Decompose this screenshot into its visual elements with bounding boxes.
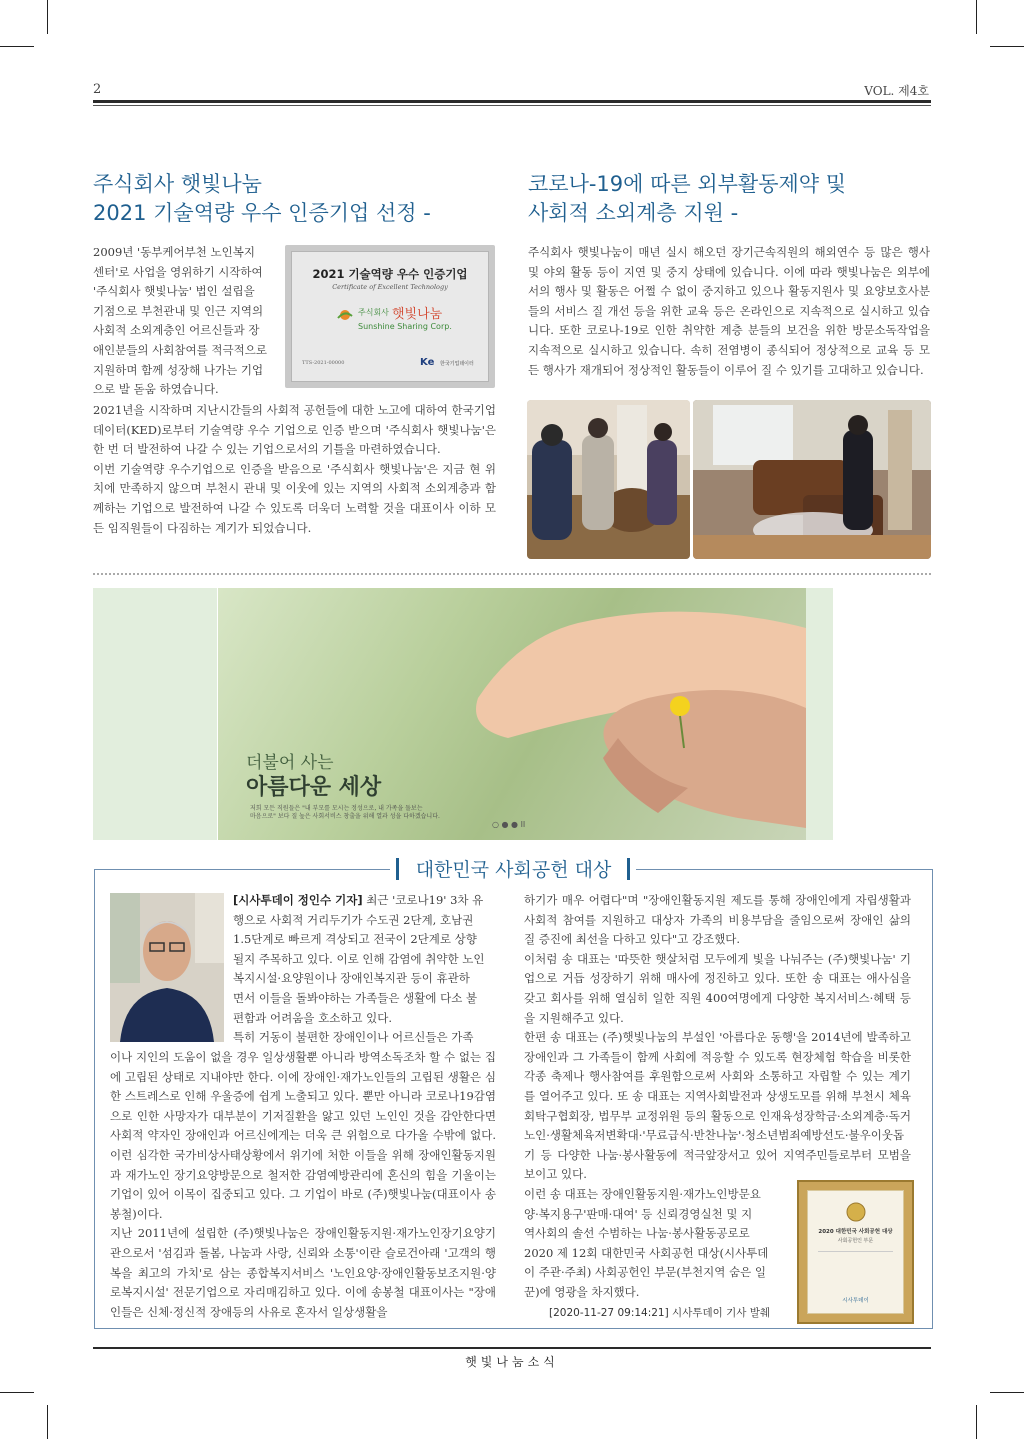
award-line: 특히 거동이 불편한 장애인이나 어르신들은 가족 — [233, 1030, 474, 1045]
certificate-brand-name: 햇빛나눔 — [392, 307, 443, 322]
crop-mark — [976, 1405, 977, 1439]
article1-intro — [93, 243, 277, 400]
article1-headline — [93, 170, 503, 228]
footer-rule — [93, 1347, 931, 1349]
award-line: 행으로 사회적 거리두기가 수도권 2단계, 호남권 — [233, 912, 474, 927]
award-left-rest: 이나 지인의 도움이 없을 경우 일상생활뿐 아니라 방역소독조차 할 수 없는 집에 고립된 상태로 지내야만 한다. 이에 장애인·재가노인들의 고립된 생활은 심한 스트레스로 인해 우울증에 쉽게 노출되고 있다. 뿐만 아니라 코로나19감염으로 인한 사망자가 대부분이 기저질환을 앓고 있던 노인인 것을 감안한다면 사회적 약자인 장애인과 어르신에게는 더욱 큰 위험으로 다가올 수밖에 없다. 이런 심각한 국가비상사태상황에서 위기에 처한 이들을 위해 장애인활동지원과 재가노인 장기요양방문으로 철저한 감염예방관리에 혼신의 힘을 기울이는 기업이 있어 이목이 집중되고 있다. 그 기업이 바로 (주)햇빛나눔(대표이사 송봉철)이다. — [110, 1050, 496, 1221]
section-divider — [93, 573, 931, 575]
banner-title: 아름다운 세상 — [246, 775, 382, 800]
article1-body — [93, 401, 496, 538]
award-right-para3: 한편 송 대표는 (주)햇빛나눔의 부설인 '아름다운 동행'을 2014년에 발족하고 장애인과 그 가족들이 함께 사회에 적응할 수 있도록 현장체험 학습을 비롯한 각종 축제나 행사참여를 후원함으로써 사회와 소통하고 자립할 수 있는 계기를 열어주고 있다. 또 송 대표는 지역사회발전과 상생도모를 위해 부천시 체육회탁구협회장, 법무부 교정위원 등의 활동으로 인재육성장학금·소외계층·독거노인·생활체육저변확대·'무료급식·반찬나눔'·청소년범죄예방선도·불우이웃돕기 등 다양한 나눔·봉사활동에 적극앞장서고 있어 지역주민들로부터 모범을 보이고 있다. — [524, 1030, 911, 1182]
article2-title-line2: 사회적 소외계층 지원 - — [528, 201, 739, 225]
award-title-bar — [627, 858, 630, 880]
certificate-brand-prefix: 주식회사 — [358, 308, 389, 317]
medal-icon — [808, 1201, 903, 1227]
article1-line: 2009년 '동부케어부천 노인복지 — [93, 245, 255, 259]
disinfection-photo-1 — [527, 400, 690, 559]
award-left-body — [110, 1048, 496, 1322]
page-number: 2 — [93, 82, 102, 97]
article1-line: 센터'로 사업을 영위하기 시작하여 — [93, 264, 263, 279]
certificate-brand-en: Sunshine Sharing Corp. — [358, 322, 452, 331]
article1-line: 기점으로 부천관내 및 인근 지역의 — [93, 303, 264, 318]
article1-line: 사회적 소외계층인 어르신들과 장 — [93, 323, 260, 338]
award-left-para2: 지난 2011년에 설립한 (주)햇빛나눔은 장애인활동지원·재가노인장기요양기관으로서 '섬김과 돌봄, 나눔과 사랑, 신뢰와 소통'이란 슬로건아래 '고객의 행복을 최고의 가치'로 삼는 종합복지서비스 '노인요양·장애인활동보조지원·양로복지시설' 전문기업으로 자리매김하고 있다. 이에 송봉철 대표이사는 "장애인들은 신체·정신적 장애등의 사유로 혼자서 일상생활을 — [110, 1226, 496, 1319]
header-rule — [93, 100, 931, 103]
crop-mark — [47, 1405, 48, 1439]
banner-caption-line: 마음으로" 보다 질 높은 사회서비스 창출을 위해 열과 성을 다하겠습니다. — [250, 813, 440, 820]
award-line: 역사회의 솔선 수범하는 나눔·봉사활동공로로 — [524, 1226, 750, 1241]
article1-line: 애인분들의 사회참여를 적극적으로 — [93, 342, 267, 357]
banner-left-panel — [93, 588, 217, 840]
article2-body: 주식회사 햇빛나눔이 매년 실시 해오던 장기근속직원의 해외연수 등 많은 행사 및 야외 활동 등이 지연 및 중지 상태에 있습니다. 이에 따라 햇빛나눔은 외부에서의 행사 및 활동은 어쩔 수 없이 중지하고 있으나 활동지원사 및 요양보호사분들의 서비스 질 개선 등을 위한 교육 등은 온라인으로 지속적으로 실시하고 있습니다. 또한 코로나-19로 인한 취약한 계층 분들의 보건을 위한 방문소독작업을 지속적으로 실시하고 있습니다. 속히 전염병이 종식되어 정상적으로 교육 등 모든 행사가 재개되어 정상적인 활동들이 이루어 질 수 있기를 고대하고 있습니다. — [528, 245, 930, 377]
award-right-para2: 이처럼 송 대표는 '따뜻한 햇살처럼 모두에게 빛을 나눠주는 (주)햇빛나눔' 기업으로 거듭 성장하기 위해 매사에 정진하고 있다. 또한 송 대표는 애사심을 갖고 회사를 위해 열심히 일한 직원 400여명에게 다양한 복지서비스·혜택 등을 지원해주고 있다. — [524, 951, 911, 1025]
header-rule-thin — [93, 105, 931, 106]
sun-logo-icon — [336, 306, 354, 324]
banner-image — [218, 588, 806, 840]
article1-para3: 이번 기술역량 우수기업으로 인증을 받음으로 '주식회사 햇빛나눔'은 지금 현 위치에 만족하지 않으며 부천시 관내 및 이웃에 있는 지역의 사회적 소외계층과 함께하는 기업으로 발전하여 나갈 수 있도록 더욱더 노력할 것을 대표이사 이하 모든 임직원들이 다짐하는 계기가 되었습니다. — [93, 461, 496, 535]
banner-subtitle: 더불어 사는 — [246, 753, 334, 773]
award-right-para1: 하기가 매우 어렵다"며 "장애인활동지원 제도를 통해 장애인에게 자립생활과 사회적 참여를 지원하고 대상자 가족의 비용부담을 줄임으로써 장애인 삶의 질 증진에 최선을 다하고 있다"고 강조했다. — [524, 893, 911, 947]
issuer-logo: Ke — [420, 357, 435, 368]
award-section-title: 대한민국 사회공헌 대상 — [415, 859, 612, 881]
award-line: 복지시설·요양원이나 장애인복지관 등이 휴관하 — [233, 971, 470, 986]
article1-line: 으로 발 돋움 하였습니다. — [93, 382, 219, 397]
award-line: 이런 송 대표는 장애인활동지원·재가노인방문요 — [524, 1187, 761, 1201]
banner-pager[interactable]: ○ ● ● II — [492, 820, 526, 829]
award-line: 면서 이들을 돌봐야하는 가족들은 생활에 다소 불 — [233, 990, 478, 1005]
award-plaque — [797, 1180, 914, 1324]
crop-mark — [990, 1392, 1024, 1393]
award-line: 편함과 어려움을 호소하고 있다. — [233, 1010, 393, 1025]
award-left-wrap — [233, 891, 495, 1048]
ceo-portrait — [110, 893, 224, 1042]
article-source: [2020-11-27 09:14:21] 시사투데이 기사 발췌 — [549, 1307, 771, 1319]
banner-right-panel — [806, 588, 833, 840]
plaque-title: 2020 대한민국 사회공헌 대상 — [818, 1229, 893, 1235]
volume-label: VOL. 제4호 — [864, 84, 929, 98]
article1-title-line2: 2021 기술역량 우수 인증기업 선정 - — [93, 201, 431, 225]
banner-caption-line: 저희 모든 직원들은 "내 부모를 모시는 정성으로, 내 가족을 돌보는 — [250, 805, 423, 812]
crop-mark — [976, 0, 977, 34]
award-line: 양·복지용구'판매·대여' 등 신뢰경영실천 및 지 — [524, 1206, 753, 1221]
disinfection-photo-2 — [693, 400, 931, 559]
article2-headline — [528, 170, 932, 228]
crop-mark — [47, 0, 48, 34]
award-line: 2020 제 12회 대한민국 사회공헌 대상(시사투데 — [524, 1245, 769, 1260]
article1-line: 지원하며 함께 성장해 나가는 기업 — [93, 362, 264, 377]
certificate-plaque — [285, 245, 495, 388]
award-line: 될지 주목하고 있다. 이로 인해 감염에 취약한 노인 — [233, 951, 485, 966]
award-line: 1.5단계로 빠르게 격상되고 전국이 2단계로 상향 — [233, 932, 477, 947]
crop-mark — [0, 1392, 34, 1393]
article1-title-line1: 주식회사 햇빛나눔 — [93, 172, 262, 196]
article1-para2: 2021년을 시작하며 지난시간들의 사회적 공헌들에 대한 노고에 대하여 한국기업데이터(KED)로부터 기술역량 우수 기업으로 인증 받으며 '주식회사 햇빛나눔'은 한 번 더 발전하여 나갈 수 있는 기업으로서의 기틀을 마련하였습니다. — [93, 403, 496, 457]
article2-title-line1: 코로나-19에 따른 외부활동제약 및 — [528, 172, 847, 196]
reporter-credit: [시사투데이 정인수 기자] — [233, 893, 363, 907]
award-line: 이 주관·주최) 사회공헌인 부문(부천지역 숨은 일 — [524, 1265, 766, 1280]
crop-mark — [990, 46, 1024, 47]
article1-line: '주식회사 햇빛나눔' 법인 설립을 — [93, 284, 255, 299]
award-right-wrap — [524, 1185, 786, 1303]
issuer-name: 한국기업데이터 — [440, 361, 474, 367]
award-line: 최근 '코로나19' 3차 유 — [366, 893, 484, 907]
banner-caption — [250, 805, 440, 821]
certificate-title: 2021 기술역량 우수 인증기업 — [312, 267, 468, 281]
award-line: 꾼)에 영광을 차지했다. — [524, 1284, 640, 1299]
certificate-number: TTS-2021-00000 — [302, 360, 345, 366]
footer-title: 햇빛나눔소식 — [465, 1355, 559, 1369]
certificate-subtitle: Certificate of Excellent Technology — [332, 283, 448, 291]
plaque-text-lines — [818, 1251, 893, 1292]
plaque-footer: 시사투데이 — [842, 1298, 869, 1304]
award-title-bar — [396, 858, 399, 880]
crop-mark — [0, 46, 34, 47]
plaque-sub: 사회공헌인 부문 — [837, 1238, 874, 1244]
award-right-body — [524, 891, 911, 1185]
